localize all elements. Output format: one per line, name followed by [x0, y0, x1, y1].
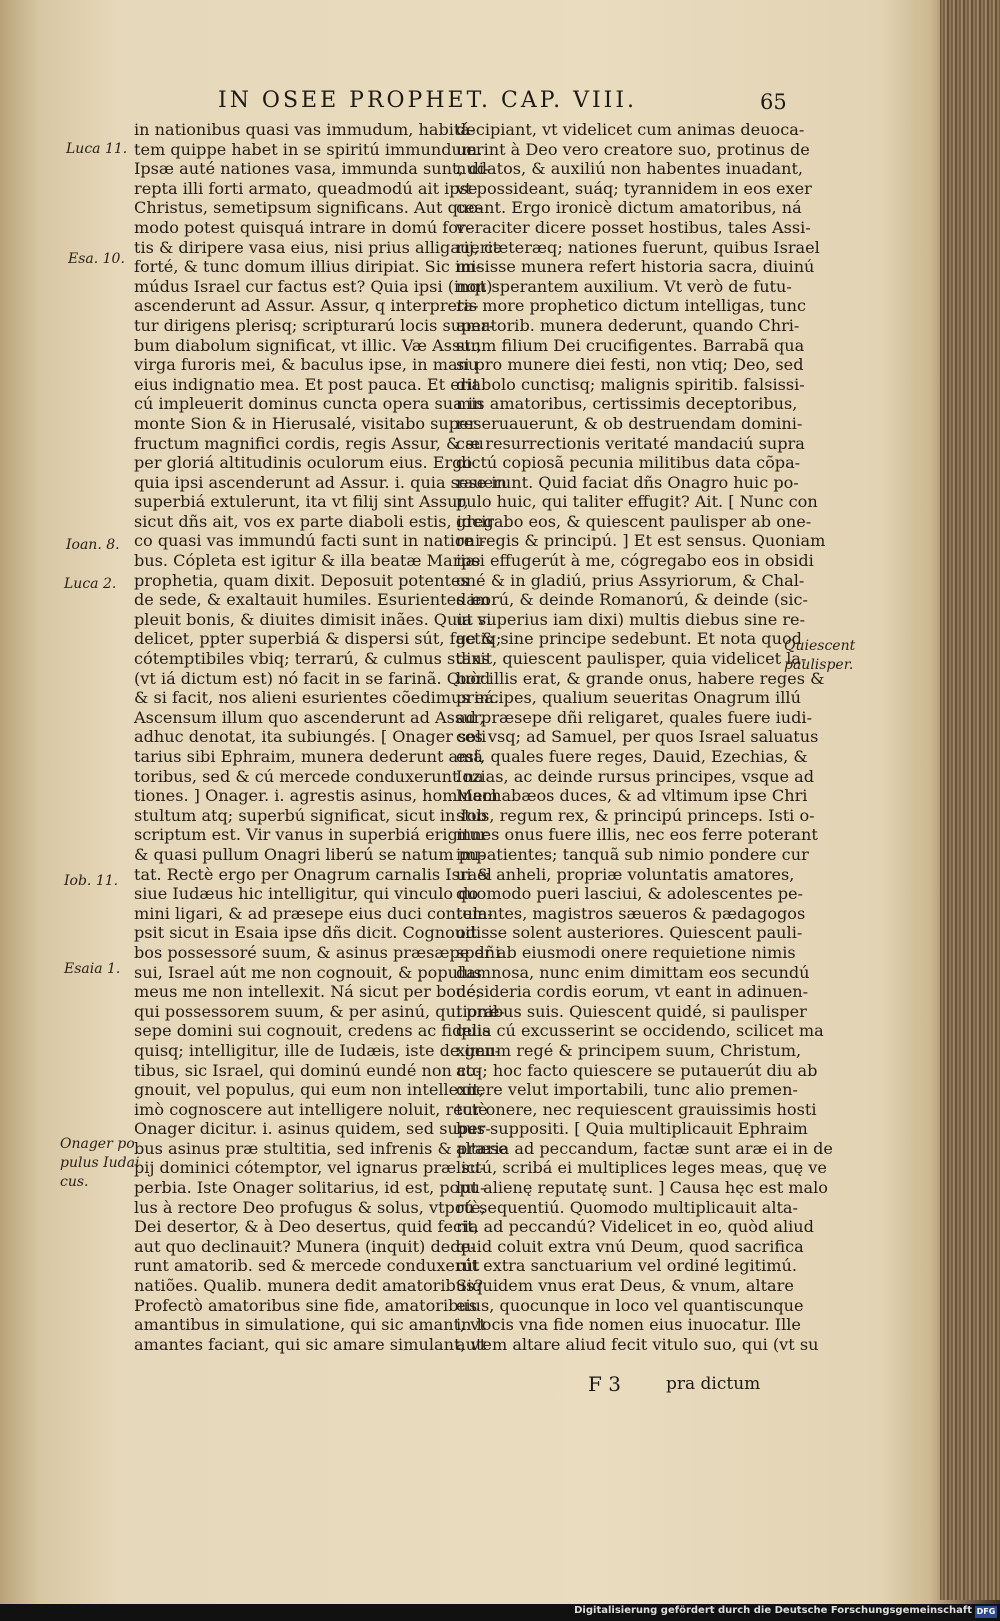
text-line: repta illi forti armato, queadmodú ait ipse — [134, 178, 478, 198]
text-line: co quasi vas immundú facti sunt in nationi- — [134, 531, 486, 551]
text-line: quia cú excusserint se occidendo, scilicet ma — [456, 1021, 824, 1041]
right-text-column — [456, 120, 833, 1354]
text-line: est, quales fuere reges, Dauid, Ezechias, & — [456, 747, 808, 766]
text-line: reseruauerunt, & ob destruendam domini- — [456, 413, 803, 433]
text-line: superbiá extulerunt, ita vt filij sint Assur, — [134, 492, 469, 512]
text-line: cú impleuerit dominus cuncta opera sua in — [134, 394, 484, 414]
text-line: autem altare aliud fecit vitulo suo, qui (vt su — [456, 1334, 819, 1354]
text-line: múdus Israel cur factus est? Quia ipsi (inqt) — [134, 276, 493, 296]
text-line: (vt iá dictum est) nó facit in se farinã. Quòd — [134, 668, 491, 688]
margin-note-iob-11: Iob. 11. — [64, 873, 119, 889]
text-line: per gloriá altitudinis oculorum eius. Ergo — [134, 453, 473, 473]
text-line: ad præsepe dñi religaret, quales fuere iudi- — [456, 707, 813, 727]
text-line: oné & in gladiú, prius Assyriorum, & Chal- — [456, 570, 805, 590]
text-line: tem quippe habet in se spiritú immundum. — [134, 139, 483, 159]
text-line: qui possessorem suum, & per asinú, qui præ- — [134, 1001, 505, 1021]
text-line: Machabæos duces, & ad vltimum ipse Chri — [456, 786, 808, 806]
margin-note-quiescent-1: Quiescent — [784, 638, 856, 654]
text-line: impatientes; tanquã sub nimio pondere cur — [456, 844, 809, 864]
text-line: ces vsq; ad Samuel, per quos Israel saluatus — [456, 727, 819, 747]
text-line: imò cognoscere aut intelligere noluit, rectè — [134, 1099, 488, 1119]
text-line: in nationibus quasi vas immudum, habitá- — [134, 120, 476, 139]
text-line: bus suppositi. [ Quia multiplicauit Ephraim — [456, 1119, 808, 1139]
text-line: dæorú, & deinde Romanorú, & deinde (sic- — [456, 590, 808, 610]
text-line: pleuit bonis, & diuites dimisit inães. Quia vi — [134, 609, 492, 629]
text-line: principes, qualium seueritas Onagrum illú — [456, 688, 801, 708]
margin-note-quiescent-2: paulisper. — [784, 657, 854, 673]
text-line: odisse solent austeriores. Quiescent pauli- — [456, 923, 803, 943]
text-line: ceant. Ergo ironicè dictum amatoribus, ná — [456, 198, 802, 218]
text-line: mis amatoribus, certissimis deceptoribus, — [456, 394, 798, 414]
text-line: bus asinus præ stultitia, sed infrenis & præse — [134, 1138, 508, 1158]
text-line: meus me non intellexit. Ná sicut per boué, — [134, 982, 481, 1002]
text-line: Onager dicitur. i. asinus quidem, sed super- — [134, 1119, 491, 1139]
text-line: perbia. Iste Onager solitarius, id est, popu- — [134, 1178, 486, 1198]
margin-note-luca-11: Luca 11. — [66, 141, 128, 157]
text-line: aut quo declinauit? Munera (inquit) dede- — [134, 1236, 476, 1256]
text-line: tiones. ] Onager. i. agrestis asinus, hominem — [134, 786, 498, 806]
text-line: siue Iudæus hic intelligitur, qui vinculo do — [134, 884, 479, 904]
text-line: diabolo cunctisq; malignis spiritib. falsissi- — [456, 374, 805, 394]
text-line: tis & diripere vasa eius, nisi prius alligauerit — [134, 237, 500, 257]
text-line: damnosa, nunc enim dimittam eos secundú — [456, 962, 810, 982]
text-line: quid coluit extra vnú Deum, quod sacrifica — [456, 1236, 804, 1256]
text-line: ascenderunt ad Assur. Assur, q interpreta- — [134, 296, 479, 316]
margin-note-esaia-1: Esaia 1. — [64, 961, 121, 977]
text-line: stus, regum rex, & principú princeps. Isti o- — [456, 805, 815, 825]
digitization-notice: Digitalisierung gefördert durch die Deutsche Forschungsgemeinschaft — [574, 1605, 972, 1616]
text-line: Ipsæ auté nationes vasa, immunda sunt, di- — [134, 159, 490, 179]
text-line: forté, & tunc domum illius diripiat. Sic im- — [134, 257, 481, 277]
text-line: sicut dñs ait, vos ex parte diaboli estis, idcir — [134, 511, 495, 531]
text-line: delicet, ppter superbiá & dispersi sút, factiq; — [134, 629, 502, 649]
text-line: ximum regé & principem suum, Christum, — [456, 1040, 802, 1060]
text-line: tarius sibi Ephraim, munera dederunt amã — [134, 747, 483, 766]
margin-note-onager-3: cus. — [60, 1174, 89, 1190]
text-line: onere velut importabili, tunc alio premen- — [456, 1080, 798, 1100]
text-line: lus à rectore Deo profugus & solus, vtpotè, — [134, 1197, 486, 1217]
text-line: eius indignatio mea. Et post pauca. Et erit — [134, 374, 480, 394]
text-line: ria ad peccandú? Videlicet in eo, quòd aliud — [456, 1217, 814, 1237]
margin-note-ioan-8: Ioan. 8. — [66, 537, 120, 553]
text-line: sper ab eiusmodi onere requietione nimis — [456, 942, 796, 962]
margin-note-esa-10: Esa. 10. — [68, 251, 125, 267]
text-line: quia ipsi ascenderunt ad Assur. i. quia sese in — [134, 472, 507, 492]
dfg-logo: DFG — [976, 1607, 996, 1616]
text-line: Siquidem vnus erat Deus, & vnum, altare — [456, 1276, 794, 1296]
text-line: misisse munera refert historia sacra, diuinú — [456, 257, 815, 277]
text-line: altaria ad peccandum, factæ sunt aræ ei in de — [456, 1138, 833, 1158]
text-line: rú sequentiú. Quomodo multiplicauit alta- — [456, 1197, 798, 1217]
text-line: bus. Cópleta est igitur & illa beatæ Mariæ — [134, 551, 481, 571]
text-line: stum filium Dei crucifigentes. Barrabã qua — [456, 335, 805, 355]
text-line: rauerunt. Quid faciat dñs Onagro huic po- — [456, 472, 799, 492]
text-line: ui & anheli, propriæ voluntatis amatores, — [456, 864, 795, 884]
text-line: Ascensum illum quo ascenderunt ad Assur, — [134, 707, 485, 727]
text-line: toribus, sed & cú mercede conduxerunt na — [134, 766, 484, 786]
text-line: monte Sion & in Hierusalé, visitabo super — [134, 413, 477, 433]
text-line: adhuc denotat, ita subiungés. [ Onager soli — [134, 727, 487, 747]
text-line: cæ resurrectionis veritaté mandaciú supra — [456, 433, 805, 453]
text-line: uerint à Deo vero creatore suo, protinus de — [456, 139, 810, 159]
text-line: runt amatorib. sed & mercede conduxerút — [134, 1256, 480, 1276]
margin-note-luca-2: Luca 2. — [64, 576, 117, 592]
text-line: bor illis erat, & grande onus, habere reges & — [456, 668, 825, 688]
text-line: fructum magnifici cordis, regis Assur, & su — [134, 433, 485, 453]
left-text-column — [134, 120, 508, 1354]
text-line: scriptum est. Vir vanus in superbiá erigitur — [134, 825, 488, 845]
text-line: gnouit, vel populus, qui eum non intellexit, — [134, 1080, 484, 1100]
text-line: tionibus suis. Quiescent quidé, si paulisper — [456, 1001, 807, 1021]
text-line: bos possessoré suum, & asinus præsæpe dñi — [134, 942, 501, 962]
text-line: de sede, & exaltauit humiles. Esurientes im — [134, 590, 490, 610]
text-line: bum diabolum significat, vt illic. Væ Assur, — [134, 335, 482, 355]
text-line: modo potest quisquá intrare in domú for- — [134, 217, 472, 237]
text-line: si pro munere diei festi, non vtiq; Deo, sed — [456, 355, 804, 375]
text-line: re regis & principú. ] Et est sensus. Quoniam — [456, 531, 826, 551]
text-line: quomodo pueri lasciui, & adolescentes pe- — [456, 884, 803, 904]
text-line: mini ligari, & ad præsepe eius duci contem- — [134, 903, 493, 923]
text-line: tur onere, nec requiescent grauissimis hosti — [456, 1099, 817, 1119]
text-line: amantibus in simulatione, qui sic amant, vt — [134, 1315, 486, 1335]
running-title: IN OSEE PROPHET. CAP. VIII. — [218, 88, 638, 113]
text-line: natiões. Qualib. munera dedit amatoribus? — [134, 1276, 484, 1296]
digitization-footer — [0, 1604, 1000, 1621]
text-line: lut alienę reputatę sunt. ] Causa hęc est malo — [456, 1178, 828, 1198]
text-line: sui, Israel aút me non cognouit, & populus — [134, 962, 482, 982]
margin-note-onager-2: pulus Iudai — [60, 1155, 140, 1171]
book-page-edge — [940, 0, 1000, 1600]
text-line: tat. Rectè ergo per Onagrum carnalis Israel — [134, 864, 492, 884]
text-line: atq; hoc facto quiescere se putauerút diu ab — [456, 1060, 818, 1080]
text-line: dictú copiosã pecunia militibus data cõpa- — [456, 453, 801, 473]
text-line: decipiant, vt videlicet cum animas deuoca- — [456, 120, 805, 139]
text-line: pij dominici cótemptor, vel ignarus præ su- — [134, 1158, 486, 1178]
text-line: Profectò amatoribus sine fide, amatoribus — [134, 1295, 478, 1315]
text-line: desideria cordis eorum, vt eant in adinuen- — [456, 982, 809, 1002]
signature-mark: F 3 — [588, 1372, 621, 1396]
text-line: in locis vna fide nomen eius inuocatur. Ille — [456, 1315, 801, 1335]
text-line: sepe domini sui cognouit, credens ac fidelis — [134, 1021, 491, 1041]
text-line: mnes onus fuere illis, nec eos ferre poterant — [456, 825, 818, 845]
text-line: psit sicut in Esaia ipse dñs dicit. Cognouit — [134, 923, 477, 943]
text-line: lictú, scribá ei multiplices leges meas, quę ve — [456, 1158, 827, 1178]
text-line: veraciter dicere posset hostibus, tales Assi- — [456, 217, 811, 237]
text-line: rij, cæteræq; nationes fuerunt, quibus Israel — [456, 237, 820, 257]
text-line: gregabo eos, & quiescent paulisper ab one- — [456, 511, 812, 531]
text-line: cótemptibiles vbiq; terrarú, & culmus stans — [134, 649, 490, 669]
text-line: ris more prophetico dictum intelligas, tunc — [456, 296, 807, 316]
text-line: tur dirigens plerisq; scripturarú locis super- — [134, 315, 495, 335]
margin-note-onager-1: Onager po — [60, 1136, 135, 1152]
text-line: quisq; intelligitur, ille de Iudæis, iste de gen- — [134, 1040, 501, 1060]
text-line: non sperantem auxilium. Vt verò de futu- — [456, 276, 792, 296]
text-line: eius, quocunque in loco vel quantiscunque — [456, 1295, 804, 1315]
text-line: virga furoris mei, & baculus ipse, in manu — [134, 355, 479, 375]
text-line: stultum atq; superbú significat, sicut in Iob — [134, 805, 487, 825]
text-line: amatorib. munera dederunt, quando Chri- — [456, 315, 800, 335]
page-number: 65 — [760, 90, 787, 114]
text-line: pulo huic, qui taliter effugit? Ait. [ Nunc con — [456, 492, 818, 512]
text-line: uit extra sanctuarium vel ordiné legitimú. — [456, 1256, 798, 1276]
text-line: Dei desertor, & à Deo desertus, quid fecit, — [134, 1217, 479, 1237]
text-line: ut superius iam dixi) multis diebus sine re- — [456, 609, 806, 629]
text-line: amantes faciant, qui sic amare simulant, vt — [134, 1334, 487, 1354]
text-line: & si facit, nos alieni esurientes cõedimus eá. — [134, 688, 500, 708]
text-line: tibus, sic Israel, qui dominú eundé non co- — [134, 1060, 482, 1080]
text-line: nudatos, & auxiliú non habentes inuadant, — [456, 159, 804, 179]
text-line: Iozias, ac deinde rursus principes, vsque ad — [456, 766, 815, 786]
text-line: ipsi effugerút à me, cógregabo eos in obsidi — [456, 551, 814, 571]
text-line: tulantes, magistros sæueros & pædagogos — [456, 903, 806, 923]
text-line: vt possideant, suáq; tyrannidem in eos exer — [456, 178, 812, 198]
text-line: prophetia, quam dixit. Deposuit potentes — [134, 570, 469, 590]
text-line: & quasi pullum Onagri liberú se natum pu- — [134, 844, 485, 864]
text-line: dixit, quiescent paulisper, quia videlicet la- — [456, 649, 807, 669]
text-line: Christus, semetipsum significans. Aut quo- — [134, 198, 484, 218]
catchword: pra dictum — [666, 1374, 761, 1394]
text-line: ge & sine principe sedebunt. Et nota quod — [456, 629, 802, 649]
